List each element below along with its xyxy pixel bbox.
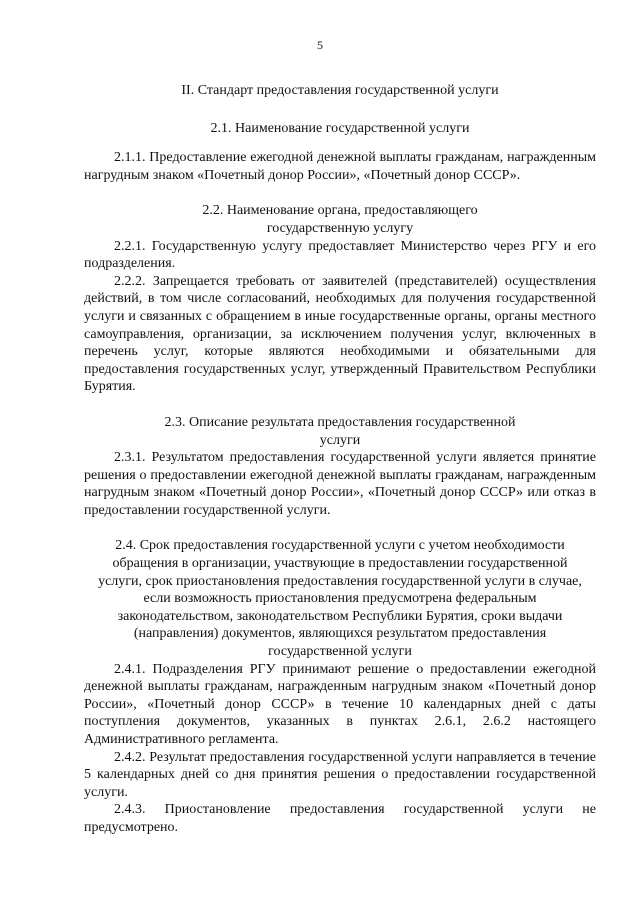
paragraph-2-2-2: 2.2.2. Запрещается требовать от заявителей (представителей) осуществления действий, в том числе согласований, необходимых для получения государственной услуги и связанных с обращением в иные государственные органы, органы местного самоуправления, организации, за исключением получения услуг, включенных в перечень услуг, которые являются необходимыми и обязательными для предоставления государственных услуг, утвержденный Правительством Республики Бурятия. (84, 273, 596, 395)
subsection-2-4-title-line2: обращения в организации, участвующие в предоставлении государственной (112, 556, 568, 572)
subsection-2-2-title-line2: государственную услугу (266, 220, 414, 236)
subsection-2-4-title-line6: (направления) документов, являющихся результатом предоставления (133, 626, 547, 642)
spacer (84, 519, 596, 537)
document-content (84, 82, 596, 837)
paragraph-2-4-2: 2.4.2. Результат предоставления государственной услуги направляется в течение 5 календарных дней со дня принятия решения о предоставлении государственной услуги. (84, 749, 596, 800)
paragraph-2-2-1: 2.2.1. Государственную услугу предоставляет Министерство через РГУ и его подразделения. (84, 238, 596, 272)
section-title: II. Стандарт предоставления государственной услуги (181, 83, 499, 98)
subsection-2-4-title-line7: государственной услуги (268, 644, 412, 660)
subsection-2-4-title-line3: услуги, срок приостановления предоставления государственной услуги в случае, (98, 573, 582, 589)
paragraph-2-4-1: 2.4.1. Подразделения РГУ принимают решение о предоставлении ежегодной денежной выплаты гражданам, награжденным нагрудным знаком «Почетный донор России», «Почетный донор СССР» в течение 10 календарных дней с даты поступления документов, указанных в пунктах 2.6.1, 2.6.2 настоящего Административного регламента. (84, 661, 596, 747)
subsection-2-4-title-line5: законодательством, законодательством Республики Бурятия, сроки выдачи (117, 608, 563, 624)
subsection-2-4-title-line4: если возможность приостановления предусмотрена федеральным (143, 591, 537, 607)
paragraph-2-1-1: 2.1.1. Предоставление ежегодной денежной выплаты гражданам, награжденным нагрудным знаком «Почетный донор России», «Почетный донор СССР». (84, 150, 596, 183)
subsection-2-3-title-line1: 2.3. Описание результата предоставления государственной (164, 414, 516, 430)
subsection-2-4-title-line1: 2.4. Срок предоставления государственной услуги с учетом необходимости (115, 538, 565, 554)
paragraph-2-4-3: 2.4.3. Приостановление предоставления государственной услуги не предусмотрено. (84, 802, 596, 835)
page-number: 5 (317, 38, 323, 52)
subsection-2-1-title: 2.1. Наименование государственной услуги (210, 120, 470, 136)
paragraph-2-3-1: 2.3.1. Результатом предоставления государственной услуги является принятие решения о предоставлении ежегодной денежной выплаты гражданам, награжденным нагрудным знаком «Почетный донор России», «Почетный донор СССР» или отказ в предоставлении государственной услуги. (84, 450, 596, 518)
subsection-2-3-title-line2: услуги (319, 432, 361, 448)
subsection-2-2-title-line1: 2.2. Наименование органа, предоставляющего (202, 203, 478, 219)
